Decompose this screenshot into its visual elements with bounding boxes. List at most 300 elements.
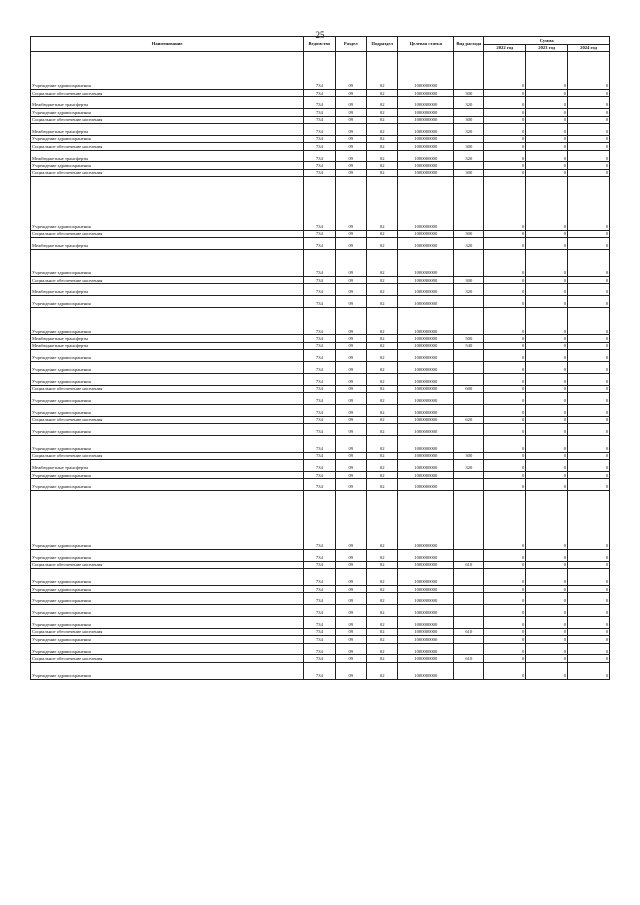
cell-target-article: 1000000000 [398, 662, 454, 679]
cell-section: 09 [335, 424, 366, 436]
cell-ministry: 734 [304, 350, 335, 362]
cell-sum-2022: 0 [484, 460, 526, 472]
cell-target-article: 1000000000 [398, 135, 454, 142]
cell-name: Социальное обеспечение населения [31, 89, 304, 96]
cell-subsection: 02 [367, 97, 398, 109]
cell-target-article: 1000000000 [398, 342, 454, 349]
page-number: 25 [315, 30, 325, 40]
cell-sum-2024: 0 [568, 636, 610, 643]
cell-sum-2023: 0 [526, 335, 568, 342]
header-ministry: Ведомство [304, 37, 335, 52]
cell-subsection: 02 [367, 350, 398, 362]
cell-sum-2024: 0 [568, 123, 610, 135]
cell-expense-type [454, 350, 484, 362]
cell-ministry: 734 [304, 491, 335, 550]
cell-sum-2023: 0 [526, 230, 568, 237]
cell-sum-2023: 0 [526, 479, 568, 491]
cell-sum-2023: 0 [526, 249, 568, 276]
cell-expense-type: 300 [454, 143, 484, 150]
cell-expense-type: 610 [454, 561, 484, 568]
cell-sum-2023: 0 [526, 143, 568, 150]
cell-sum-2024: 0 [568, 277, 610, 284]
table-row [31, 628, 610, 635]
cell-expense-type [454, 249, 484, 276]
cell-sum-2024: 0 [568, 162, 610, 169]
cell-section: 09 [335, 296, 366, 308]
cell-target-article: 1000000000 [398, 335, 454, 342]
cell-sum-2024: 0 [568, 89, 610, 96]
cell-ministry: 734 [304, 308, 335, 335]
cell-sum-2022: 0 [484, 296, 526, 308]
table-row [31, 393, 610, 405]
cell-sum-2023: 0 [526, 162, 568, 169]
table-row [31, 308, 610, 335]
cell-expense-type: 320 [454, 237, 484, 249]
cell-subsection: 02 [367, 150, 398, 162]
table-row [31, 561, 610, 568]
cell-sum-2023: 0 [526, 628, 568, 635]
cell-name: Учреждение здравоохранения [31, 109, 304, 116]
cell-expense-type: 320 [454, 284, 484, 296]
cell-subsection: 02 [367, 643, 398, 655]
cell-subsection: 02 [367, 435, 398, 452]
header-year-2023: 2023 год [526, 44, 568, 52]
cell-ministry: 734 [304, 277, 335, 284]
cell-target-article: 1000000000 [398, 424, 454, 436]
cell-sum-2022: 0 [484, 435, 526, 452]
cell-sum-2022: 0 [484, 169, 526, 176]
header-target-article: Целевая статья [398, 37, 454, 52]
cell-sum-2024: 0 [568, 135, 610, 142]
cell-section: 09 [335, 636, 366, 643]
header-year-2022: 2022 год [484, 44, 526, 52]
cell-ministry: 734 [304, 452, 335, 459]
cell-subsection: 02 [367, 362, 398, 374]
cell-expense-type [454, 52, 484, 90]
cell-expense-type: 320 [454, 460, 484, 472]
cell-subsection: 02 [367, 568, 398, 585]
cell-name: Учреждение здравоохранения [31, 162, 304, 169]
cell-expense-type: 540 [454, 342, 484, 349]
cell-sum-2024: 0 [568, 561, 610, 568]
cell-name: Учреждение здравоохранения [31, 249, 304, 276]
cell-sum-2024: 0 [568, 471, 610, 478]
cell-subsection: 02 [367, 460, 398, 472]
cell-sum-2022: 0 [484, 549, 526, 561]
cell-sum-2022: 0 [484, 471, 526, 478]
cell-sum-2022: 0 [484, 585, 526, 592]
table-row [31, 616, 610, 628]
cell-expense-type [454, 135, 484, 142]
table-row [31, 416, 610, 423]
cell-target-article: 1000000000 [398, 460, 454, 472]
cell-sum-2023: 0 [526, 605, 568, 617]
cell-ministry: 734 [304, 628, 335, 635]
cell-ministry: 734 [304, 662, 335, 679]
cell-expense-type [454, 605, 484, 617]
cell-subsection: 02 [367, 52, 398, 90]
table-row [31, 150, 610, 162]
cell-expense-type [454, 549, 484, 561]
cell-sum-2023: 0 [526, 636, 568, 643]
cell-section: 09 [335, 89, 366, 96]
table-row [31, 162, 610, 169]
cell-subsection: 02 [367, 471, 398, 478]
cell-section: 09 [335, 568, 366, 585]
cell-subsection: 02 [367, 549, 398, 561]
cell-name: Социальное обеспечение населения [31, 628, 304, 635]
cell-name: Межбюджетные трансферты [31, 237, 304, 249]
cell-expense-type [454, 643, 484, 655]
cell-ministry: 734 [304, 123, 335, 135]
cell-target-article: 1000000000 [398, 296, 454, 308]
cell-sum-2022: 0 [484, 150, 526, 162]
table-row [31, 123, 610, 135]
cell-sum-2023: 0 [526, 150, 568, 162]
cell-name: Учреждение здравоохранения [31, 435, 304, 452]
cell-sum-2024: 0 [568, 335, 610, 342]
cell-ministry: 734 [304, 230, 335, 237]
cell-ministry: 734 [304, 89, 335, 96]
cell-section: 09 [335, 362, 366, 374]
table-row [31, 97, 610, 109]
cell-sum-2024: 0 [568, 479, 610, 491]
cell-sum-2023: 0 [526, 308, 568, 335]
cell-sum-2023: 0 [526, 277, 568, 284]
cell-sum-2023: 0 [526, 416, 568, 423]
cell-ministry: 734 [304, 460, 335, 472]
cell-sum-2023: 0 [526, 373, 568, 385]
cell-name: Учреждение здравоохранения [31, 549, 304, 561]
cell-ministry: 734 [304, 605, 335, 617]
cell-ministry: 734 [304, 335, 335, 342]
cell-expense-type: 620 [454, 416, 484, 423]
cell-sum-2024: 0 [568, 177, 610, 230]
table-row [31, 52, 610, 90]
table-row [31, 143, 610, 150]
cell-expense-type [454, 479, 484, 491]
table-row [31, 471, 610, 478]
table-row [31, 135, 610, 142]
cell-target-article: 1000000000 [398, 593, 454, 605]
cell-sum-2022: 0 [484, 237, 526, 249]
cell-sum-2023: 0 [526, 89, 568, 96]
cell-target-article: 1000000000 [398, 491, 454, 550]
cell-section: 09 [335, 561, 366, 568]
cell-target-article: 1000000000 [398, 585, 454, 592]
cell-sum-2022: 0 [484, 655, 526, 662]
cell-target-article: 1000000000 [398, 393, 454, 405]
cell-sum-2023: 0 [526, 385, 568, 392]
cell-sum-2024: 0 [568, 491, 610, 550]
cell-section: 09 [335, 177, 366, 230]
cell-subsection: 02 [367, 404, 398, 416]
cell-section: 09 [335, 435, 366, 452]
cell-sum-2024: 0 [568, 460, 610, 472]
cell-sum-2022: 0 [484, 662, 526, 679]
cell-expense-type [454, 568, 484, 585]
cell-sum-2023: 0 [526, 393, 568, 405]
cell-sum-2024: 0 [568, 230, 610, 237]
table-row [31, 655, 610, 662]
cell-name: Межбюджетные трансферты [31, 342, 304, 349]
cell-target-article: 1000000000 [398, 416, 454, 423]
cell-section: 09 [335, 249, 366, 276]
cell-sum-2022: 0 [484, 393, 526, 405]
cell-sum-2022: 0 [484, 605, 526, 617]
cell-name: Социальное обеспечение населения [31, 169, 304, 176]
cell-sum-2024: 0 [568, 605, 610, 617]
cell-section: 09 [335, 123, 366, 135]
cell-ministry: 734 [304, 116, 335, 123]
cell-sum-2022: 0 [484, 561, 526, 568]
cell-expense-type: 300 [454, 277, 484, 284]
cell-sum-2024: 0 [568, 655, 610, 662]
cell-expense-type [454, 593, 484, 605]
cell-sum-2022: 0 [484, 416, 526, 423]
cell-name: Межбюджетные трансферты [31, 284, 304, 296]
cell-name: Учреждение здравоохранения [31, 585, 304, 592]
table-row [31, 335, 610, 342]
cell-section: 09 [335, 385, 366, 392]
cell-subsection: 02 [367, 237, 398, 249]
cell-expense-type: 610 [454, 628, 484, 635]
cell-sum-2022: 0 [484, 452, 526, 459]
cell-expense-type [454, 373, 484, 385]
cell-target-article: 1000000000 [398, 643, 454, 655]
cell-sum-2024: 0 [568, 150, 610, 162]
table-row [31, 169, 610, 176]
cell-ministry: 734 [304, 169, 335, 176]
cell-sum-2024: 0 [568, 593, 610, 605]
cell-subsection: 02 [367, 162, 398, 169]
cell-target-article: 1000000000 [398, 169, 454, 176]
cell-sum-2022: 0 [484, 362, 526, 374]
cell-name: Учреждение здравоохранения [31, 636, 304, 643]
cell-sum-2024: 0 [568, 362, 610, 374]
cell-target-article: 1000000000 [398, 162, 454, 169]
cell-sum-2024: 0 [568, 628, 610, 635]
cell-section: 09 [335, 230, 366, 237]
cell-section: 09 [335, 416, 366, 423]
cell-section: 09 [335, 662, 366, 679]
cell-target-article: 1000000000 [398, 549, 454, 561]
cell-target-article: 1000000000 [398, 97, 454, 109]
cell-sum-2024: 0 [568, 393, 610, 405]
cell-sum-2022: 0 [484, 373, 526, 385]
cell-sum-2022: 0 [484, 385, 526, 392]
cell-section: 09 [335, 284, 366, 296]
cell-sum-2022: 0 [484, 89, 526, 96]
cell-sum-2023: 0 [526, 52, 568, 90]
cell-sum-2022: 0 [484, 52, 526, 90]
cell-name: Учреждение здравоохранения [31, 135, 304, 142]
cell-target-article: 1000000000 [398, 123, 454, 135]
cell-name: Межбюджетные трансферты [31, 460, 304, 472]
cell-subsection: 02 [367, 135, 398, 142]
cell-section: 09 [335, 162, 366, 169]
cell-target-article: 1000000000 [398, 655, 454, 662]
header-name: Наименование [31, 37, 304, 52]
cell-sum-2023: 0 [526, 549, 568, 561]
cell-expense-type [454, 585, 484, 592]
cell-ministry: 734 [304, 593, 335, 605]
cell-expense-type [454, 404, 484, 416]
cell-name: Межбюджетные трансферты [31, 335, 304, 342]
cell-ministry: 734 [304, 150, 335, 162]
cell-subsection: 02 [367, 628, 398, 635]
cell-subsection: 02 [367, 230, 398, 237]
header-year-2024: 2024 год [568, 44, 610, 52]
cell-target-article: 1000000000 [398, 362, 454, 374]
cell-sum-2022: 0 [484, 177, 526, 230]
cell-name: Учреждение здравоохранения [31, 568, 304, 585]
cell-name: Социальное обеспечение населения [31, 655, 304, 662]
cell-ministry: 734 [304, 162, 335, 169]
cell-ministry: 734 [304, 393, 335, 405]
cell-sum-2023: 0 [526, 460, 568, 472]
cell-subsection: 02 [367, 249, 398, 276]
cell-target-article: 1000000000 [398, 605, 454, 617]
cell-sum-2022: 0 [484, 491, 526, 550]
cell-section: 09 [335, 150, 366, 162]
cell-sum-2023: 0 [526, 237, 568, 249]
cell-expense-type: 300 [454, 89, 484, 96]
cell-section: 09 [335, 460, 366, 472]
cell-target-article: 1000000000 [398, 116, 454, 123]
cell-sum-2022: 0 [484, 109, 526, 116]
cell-name: Учреждение здравоохранения [31, 662, 304, 679]
cell-expense-type [454, 471, 484, 478]
cell-subsection: 02 [367, 335, 398, 342]
cell-sum-2023: 0 [526, 296, 568, 308]
cell-sum-2023: 0 [526, 568, 568, 585]
cell-expense-type [454, 296, 484, 308]
cell-expense-type: 300 [454, 230, 484, 237]
cell-target-article: 1000000000 [398, 150, 454, 162]
cell-subsection: 02 [367, 585, 398, 592]
cell-name: Учреждение здравоохранения [31, 643, 304, 655]
table-row [31, 593, 610, 605]
cell-sum-2024: 0 [568, 97, 610, 109]
cell-sum-2022: 0 [484, 636, 526, 643]
cell-sum-2023: 0 [526, 435, 568, 452]
table-row [31, 350, 610, 362]
cell-subsection: 02 [367, 452, 398, 459]
cell-sum-2023: 0 [526, 593, 568, 605]
cell-name: Учреждение здравоохранения [31, 350, 304, 362]
cell-subsection: 02 [367, 116, 398, 123]
table-row [31, 452, 610, 459]
cell-ministry: 734 [304, 143, 335, 150]
cell-sum-2022: 0 [484, 284, 526, 296]
cell-name: Социальное обеспечение населения [31, 230, 304, 237]
cell-sum-2023: 0 [526, 616, 568, 628]
cell-section: 09 [335, 116, 366, 123]
cell-name: Учреждение здравоохранения [31, 491, 304, 550]
cell-subsection: 02 [367, 169, 398, 176]
cell-name: Учреждение здравоохранения [31, 362, 304, 374]
cell-section: 09 [335, 393, 366, 405]
cell-ministry: 734 [304, 52, 335, 90]
cell-sum-2023: 0 [526, 284, 568, 296]
cell-expense-type [454, 662, 484, 679]
cell-section: 09 [335, 471, 366, 478]
cell-subsection: 02 [367, 416, 398, 423]
cell-sum-2023: 0 [526, 643, 568, 655]
cell-ministry: 734 [304, 109, 335, 116]
cell-expense-type [454, 109, 484, 116]
cell-section: 09 [335, 452, 366, 459]
table-row [31, 479, 610, 491]
cell-name: Межбюджетные трансферты [31, 97, 304, 109]
cell-subsection: 02 [367, 109, 398, 116]
cell-ministry: 734 [304, 177, 335, 230]
cell-section: 09 [335, 491, 366, 550]
cell-expense-type [454, 616, 484, 628]
cell-target-article: 1000000000 [398, 277, 454, 284]
cell-name: Социальное обеспечение населения [31, 116, 304, 123]
table-row [31, 404, 610, 416]
cell-subsection: 02 [367, 277, 398, 284]
cell-sum-2024: 0 [568, 284, 610, 296]
cell-sum-2022: 0 [484, 568, 526, 585]
cell-section: 09 [335, 628, 366, 635]
cell-sum-2022: 0 [484, 249, 526, 276]
cell-subsection: 02 [367, 593, 398, 605]
table-row [31, 109, 610, 116]
cell-expense-type [454, 362, 484, 374]
cell-section: 09 [335, 335, 366, 342]
cell-ministry: 734 [304, 549, 335, 561]
cell-sum-2023: 0 [526, 561, 568, 568]
cell-ministry: 734 [304, 342, 335, 349]
cell-name: Учреждение здравоохранения [31, 404, 304, 416]
cell-target-article: 1000000000 [398, 616, 454, 628]
cell-section: 09 [335, 593, 366, 605]
cell-sum-2023: 0 [526, 362, 568, 374]
cell-name: Учреждение здравоохранения [31, 52, 304, 90]
cell-sum-2023: 0 [526, 424, 568, 436]
table-row [31, 116, 610, 123]
cell-name: Учреждение здравоохранения [31, 424, 304, 436]
cell-sum-2022: 0 [484, 116, 526, 123]
cell-sum-2022: 0 [484, 479, 526, 491]
cell-name: Межбюджетные трансферты [31, 150, 304, 162]
cell-sum-2024: 0 [568, 435, 610, 452]
table-row [31, 585, 610, 592]
cell-subsection: 02 [367, 296, 398, 308]
cell-name: Учреждение здравоохранения [31, 308, 304, 335]
cell-target-article: 1000000000 [398, 237, 454, 249]
cell-subsection: 02 [367, 342, 398, 349]
header-sum-group: Сумма [484, 37, 610, 45]
cell-expense-type [454, 636, 484, 643]
cell-sum-2022: 0 [484, 643, 526, 655]
cell-sum-2022: 0 [484, 143, 526, 150]
cell-expense-type: 500 [454, 335, 484, 342]
cell-subsection: 02 [367, 284, 398, 296]
cell-section: 09 [335, 342, 366, 349]
table-row [31, 424, 610, 436]
cell-target-article: 1000000000 [398, 452, 454, 459]
cell-subsection: 02 [367, 662, 398, 679]
cell-sum-2024: 0 [568, 169, 610, 176]
table-row [31, 277, 610, 284]
header-expense-type: Вид расхода [454, 37, 484, 52]
cell-expense-type: 610 [454, 655, 484, 662]
cell-sum-2024: 0 [568, 616, 610, 628]
